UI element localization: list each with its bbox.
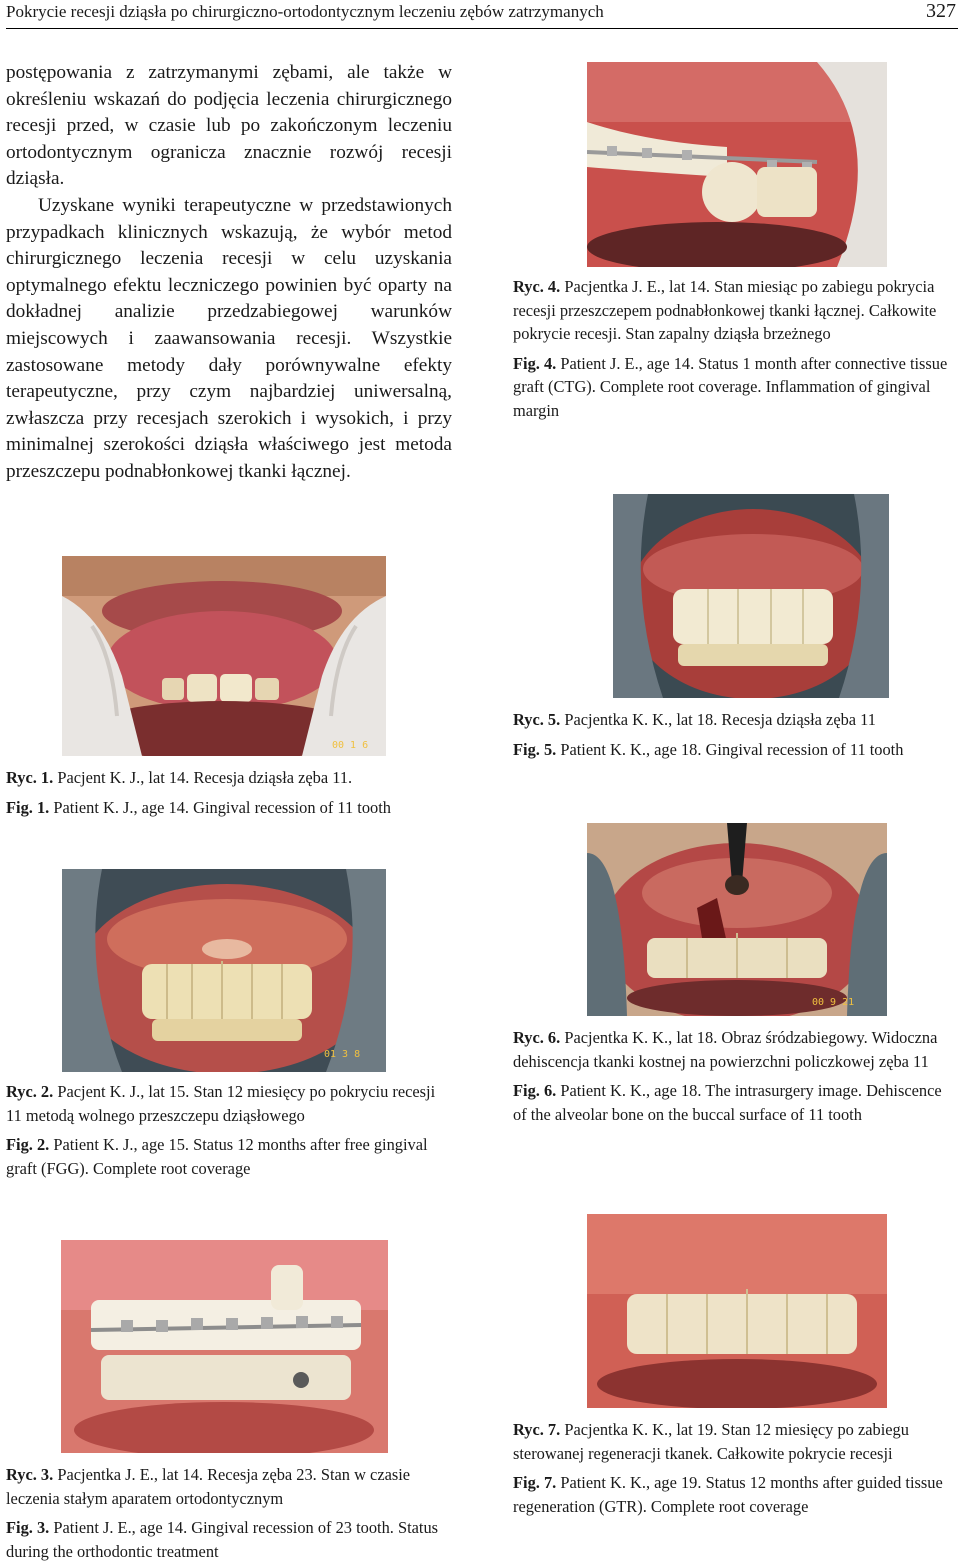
caption-text: Patient K. K., age 18. The intrasurgery image. Dehiscence of the alveolar bone on the buccal surface of 11 tooth: [513, 1081, 942, 1124]
page-number: 327: [926, 0, 956, 22]
figure-4-caption: [513, 275, 953, 422]
caption-text: Patient K. K., age 19. Status 12 months after guided tissue regeneration (GTR). Complete root coverage: [513, 1473, 943, 1516]
polish-caption: [6, 1080, 446, 1127]
body-paragraph: Uzyskane wyniki terapeutyczne w przedstawionych przypadkach klinicznych wskazują, że wybór metod chirurgicznego leczenia recesji w celu uzyskania optymalnego efektu leczniczego powinien być oparty na dokładnej analizie przedzabiegowej warunków miejscowych i zaawansowania recesji. Wszystkie zastosowane metody dały porównywalne efekty terapeutyczne, przy czym najbardziej uniwersalną, zwłaszcza przy recesjach szerokich i wysokich, i przy minimalnej szerokości dziąsła właściwego jest metoda przeszczepu podnabłonkowej tkanki łącznej.: [6, 194, 452, 482]
caption-label: Ryc. 6.: [513, 1028, 561, 1047]
date-stamp: 00 1 6: [332, 740, 369, 751]
caption-text: Pacjent K. J., lat 15. Stan 12 miesięcy po pokryciu recesji 11 metodą wolnego przeszczepu dziąsłowego: [6, 1082, 436, 1125]
figure-1-caption: [6, 766, 446, 819]
polish-caption: [6, 766, 446, 790]
caption-label: Ryc. 5.: [513, 710, 561, 729]
date-stamp: 00 9 21: [812, 997, 855, 1008]
caption-label: Fig. 4.: [513, 353, 557, 373]
figure-6-photo: [587, 823, 887, 1016]
caption-text: Pacjentka J. E., lat 14. Recesja zęba 23. Stan w czasie leczenia stałym aparatem ortodontycznym: [6, 1465, 411, 1508]
figure-1-photo: [62, 556, 386, 756]
polish-caption: [513, 275, 953, 346]
figure-4-photo: [587, 62, 887, 267]
figure-3-photo: [61, 1240, 388, 1453]
caption-text: Patient K. K., age 18. Gingival recession of 11 tooth: [560, 739, 904, 759]
caption-label: Fig. 2.: [6, 1135, 50, 1154]
caption-label: Ryc. 2.: [6, 1082, 54, 1101]
polish-caption: [513, 1026, 958, 1073]
caption-text: Patient J. E., age 14. Status 1 month after connective tissue graft (CTG). Complete root coverage. Inflammation of gingival margin: [513, 353, 948, 420]
figure-3-caption: [6, 1463, 446, 1563]
caption-label: Fig. 5.: [513, 739, 557, 759]
english-caption: [513, 1471, 953, 1518]
body-paragraph: postępowania z zatrzymanymi zębami, ale także w określeniu wskazań do podjęcia leczenia chirurgicznego recesji przed, w czasie lub po zakończonym leczeniu ortodontycznym ogranicza znacznie rozwój recesji dziąsła.: [6, 62, 452, 190]
caption-label: Fig. 7.: [513, 1473, 557, 1492]
english-caption: [6, 1133, 446, 1180]
page-header: [6, 0, 958, 29]
caption-label: Ryc. 7.: [513, 1420, 561, 1439]
polish-caption: [513, 1418, 953, 1465]
figure-5-photo: [613, 494, 889, 698]
caption-label: Ryc. 1.: [6, 768, 54, 787]
caption-label: Fig. 3.: [6, 1518, 50, 1537]
caption-text: Pacjentka J. E., lat 14. Stan miesiąc po zabiegu pokrycia recesji przeszczepem podnabłonkowej tkanki łącznej. Całkowite pokrycie recesji. Stan zapalny dziąsła brzeżnego: [513, 277, 937, 343]
caption-text: Patient K. J., age 15. Status 12 months after free gingival graft (FGG). Complete root coverage: [6, 1135, 428, 1178]
english-caption: [513, 1079, 958, 1126]
english-caption: [6, 796, 446, 820]
caption-label: Fig. 1.: [6, 797, 50, 817]
caption-text: Patient K. J., age 14. Gingival recession of 11 tooth: [53, 797, 391, 817]
polish-caption: [513, 708, 958, 732]
figure-2-caption: [6, 1080, 446, 1180]
figure-2-photo: [62, 869, 386, 1072]
body-text: [6, 60, 452, 486]
date-stamp: 01 3 8: [324, 1049, 361, 1060]
polish-caption: [6, 1463, 446, 1510]
caption-label: Ryc. 3.: [6, 1465, 54, 1484]
caption-text: Pacjent K. J., lat 14. Recesja dziąsła zęba 11.: [57, 768, 353, 787]
english-caption: [6, 1516, 446, 1563]
english-caption: [513, 738, 958, 762]
caption-text: Pacjentka K. K., lat 18. Obraz śródzabiegowy. Widoczna dehiscencja tkanki kostnej na powierzchni policzkowej zęba 11: [513, 1028, 938, 1071]
caption-text: Patient J. E., age 14. Gingival recession of 23 tooth. Status during the orthodontic treatment: [6, 1518, 439, 1561]
running-title: Pokrycie recesji dziąsła po chirurgiczno-ortodontycznym leczeniu zębów zatrzymanych: [6, 2, 604, 21]
caption-text: Pacjentka K. K., lat 18. Recesja dziąsła zęba 11: [564, 710, 876, 729]
caption-label: Fig. 6.: [513, 1081, 557, 1100]
caption-text: Pacjentka K. K., lat 19. Stan 12 miesięcy po zabiegu sterowanej regeneracji tkanek. Całkowite pokrycie recesji: [513, 1420, 909, 1463]
caption-label: Ryc. 4.: [513, 277, 561, 296]
figure-7-caption: [513, 1418, 953, 1518]
english-caption: [513, 352, 953, 423]
figure-5-caption: [513, 708, 958, 761]
figure-6-caption: [513, 1026, 958, 1126]
figure-7-photo: [587, 1214, 887, 1408]
